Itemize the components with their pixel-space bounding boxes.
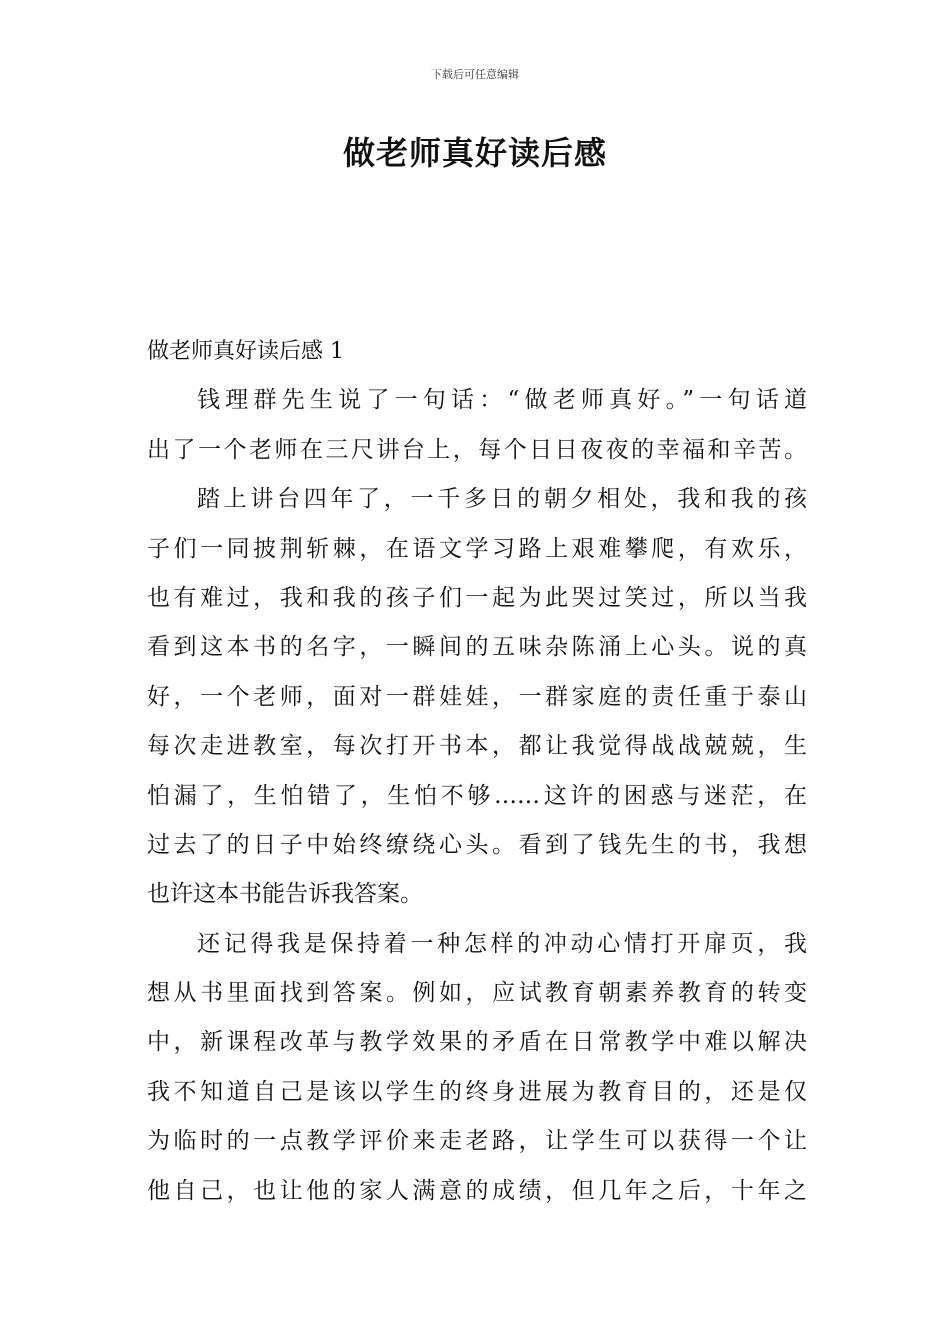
text-line: 踏上讲台四年了，一千多日的朝夕相处，我和我的孩 [197,486,807,513]
text-line: 中，新课程改革与教学效果的矛盾在日常教学中难以解决 [147,1029,807,1056]
text-line: 为临时的一点教学评价来走老路，让学生可以获得一个让 [147,1128,807,1155]
text-line: 想从书里面找到答案。例如，应试教育朝素养教育的转变 [147,980,807,1007]
paragraph [147,920,807,1216]
text-line: 也许这本书能告诉我答案。 [147,881,423,908]
text-line: 我不知道自己是该以学生的终身进展为教育目的，还是仅 [147,1078,807,1105]
text-line: 也有难过，我和我的孩子们一起为此哭过笑过，所以当我 [147,584,807,611]
header-note: 下载后可任意编辑 [431,68,519,81]
paragraph [147,475,807,920]
text-line: 钱理群先生说了一句话：“做老师真好。”一句话道 [197,387,807,414]
text-line: 还记得我是保持着一种怎样的冲动心情打开扉页，我 [197,930,807,957]
article-body [147,327,807,1216]
paragraph [147,376,807,475]
text-line: 好，一个老师，面对一群娃娃，一群家庭的责任重于泰山 [147,683,807,710]
text-line: 出了一个老师在三尺讲台上，每个日日夜夜的幸福和辛苦。 [147,436,807,463]
text-line: 过去了的日子中始终缭绕心头。看到了钱先生的书，我想 [147,831,807,858]
text-line: 子们一同披荆斩棘，在语文学习路上艰难攀爬，有欢乐， [147,535,807,562]
text-line: 看到这本书的名字，一瞬间的五味杂陈涌上心头。说的真 [147,634,807,661]
page-title: 做老师真好读后感 [342,134,607,172]
section-heading: 做老师真好读后感 1 [147,339,344,364]
text-line: 怕漏了，生怕错了，生怕不够……这许的困惑与迷茫，在 [147,782,807,809]
text-line: 每次走进教室，每次打开书本，都让我觉得战战兢兢，生 [147,733,807,760]
text-line: 他自己，也让他的家人满意的成绩，但几年之后，十年之 [147,1177,807,1204]
